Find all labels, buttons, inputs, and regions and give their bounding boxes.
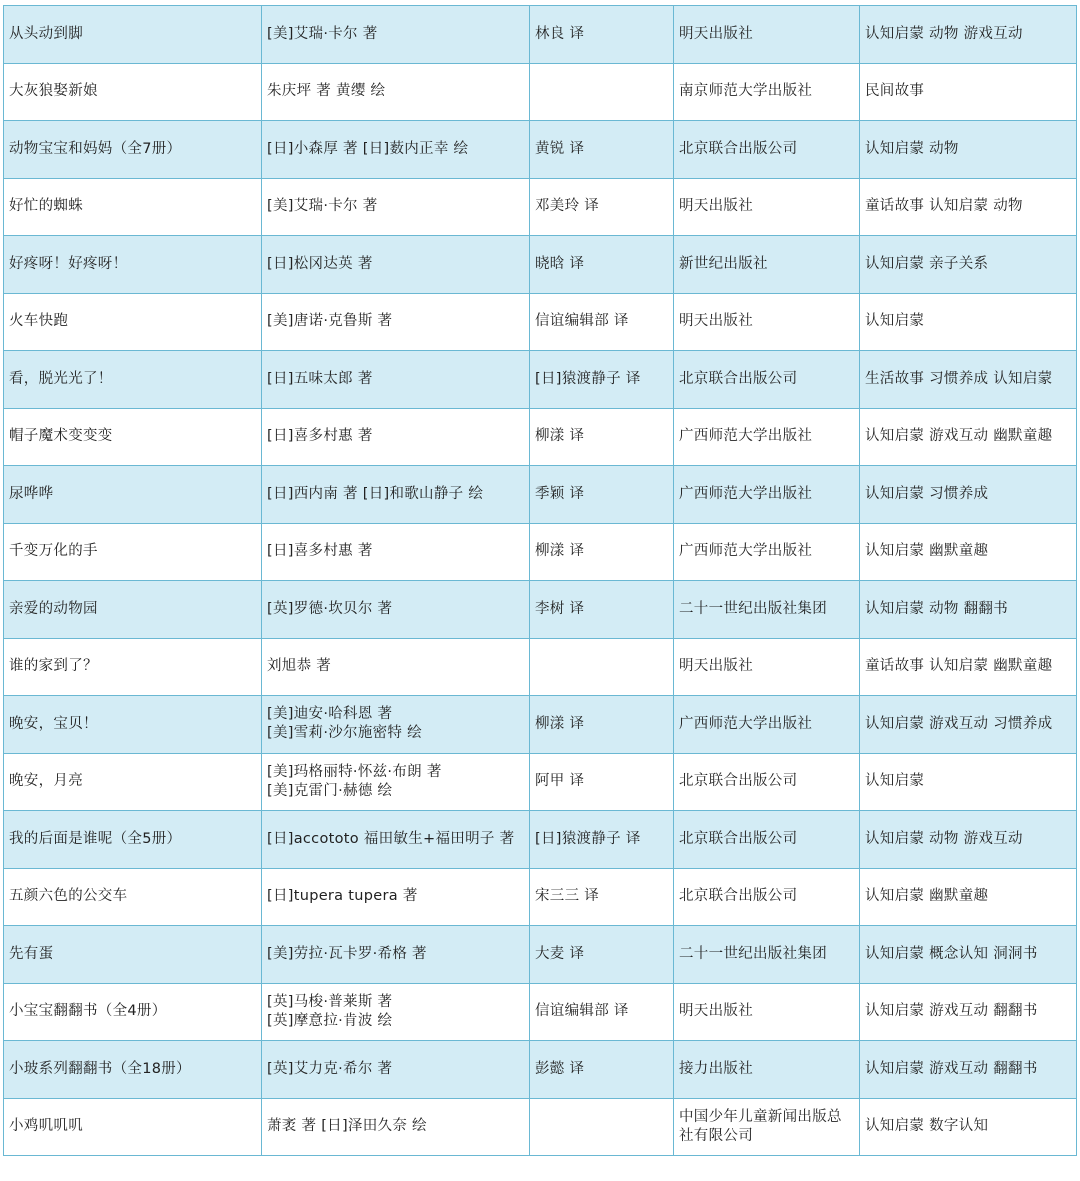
book-title-cell [4, 811, 262, 869]
translator-cell [530, 638, 674, 696]
book-title-text: 先有蛋 [9, 945, 54, 962]
book-title-cell [4, 753, 262, 811]
translator-text: 晓晗 译 [535, 255, 585, 272]
table-row [4, 178, 1077, 236]
publisher-line: 北京联合出版公司 [679, 773, 798, 790]
translator-cell [530, 523, 674, 581]
book-title-text: 亲爱的动物园 [9, 600, 98, 617]
tags-cell [860, 983, 1077, 1041]
publisher-line: 明天出版社 [679, 198, 753, 215]
book-title-cell [4, 293, 262, 351]
publisher-cell [674, 1041, 860, 1099]
book-title-text: 我的后面是谁呢（全5册） [9, 830, 182, 847]
translator-text: 李树 译 [535, 600, 585, 617]
tags-cell [860, 466, 1077, 524]
author-cell [262, 926, 530, 984]
tags-cell [860, 1098, 1077, 1156]
translator-cell [530, 408, 674, 466]
book-title-cell [4, 351, 262, 409]
translator-text: 大麦 译 [535, 945, 585, 962]
book-title-cell [4, 1098, 262, 1156]
book-title-text: 尿哗哗 [9, 485, 54, 502]
publisher-line: 二十一世纪出版社集团 [679, 600, 827, 617]
translator-cell [530, 868, 674, 926]
publisher-line: 明天出版社 [679, 658, 753, 675]
publisher-cell [674, 983, 860, 1041]
publisher-line: 中国少年儿童新闻出版总 [679, 1108, 842, 1125]
book-title-text: 帽子魔术变变变 [9, 428, 113, 445]
book-title-cell [4, 121, 262, 179]
translator-text: 季颖 译 [535, 485, 585, 502]
tags-cell [860, 696, 1077, 754]
tags-cell [860, 1041, 1077, 1099]
publisher-line: 接力出版社 [679, 1060, 753, 1077]
publisher-cell [674, 581, 860, 639]
author-line: [美]雪莉·沙尔施密特 绘 [267, 725, 422, 742]
author-cell [262, 63, 530, 121]
book-title-cell [4, 983, 262, 1041]
author-line: [美]玛格丽特·怀兹·布朗 著 [267, 763, 442, 780]
publisher-line: 北京联合出版公司 [679, 888, 798, 905]
translator-cell [530, 121, 674, 179]
author-line: [日]西内南 著 [日]和歌山静子 绘 [267, 485, 484, 502]
book-title-text: 晚安，宝贝！ [9, 715, 98, 732]
tags-text: 认知启蒙 亲子关系 [865, 255, 989, 272]
publisher-line: 南京师范大学出版社 [679, 83, 813, 100]
author-cell [262, 581, 530, 639]
tags-text: 认知启蒙 动物 游戏互动 [865, 25, 1023, 42]
author-cell [262, 6, 530, 64]
book-title-cell [4, 63, 262, 121]
book-title-text: 好疼呀！好疼呀！ [9, 255, 128, 272]
translator-cell [530, 178, 674, 236]
publisher-line: 广西师范大学出版社 [679, 543, 813, 560]
author-line: [英]罗德·坎贝尔 著 [267, 600, 393, 617]
table-row [4, 811, 1077, 869]
tags-text: 认知启蒙 [865, 773, 925, 790]
table-row [4, 868, 1077, 926]
translator-text: 宋三三 译 [535, 888, 600, 905]
tags-text: 认知启蒙 动物 [865, 140, 959, 157]
author-line: [日]五味太郎 著 [267, 370, 373, 387]
book-title-text: 动物宝宝和妈妈（全7册） [9, 140, 182, 157]
translator-text: [日]猿渡静子 译 [535, 830, 641, 847]
book-title-cell [4, 1041, 262, 1099]
table-row [4, 696, 1077, 754]
translator-cell [530, 63, 674, 121]
publisher-cell [674, 696, 860, 754]
translator-cell [530, 811, 674, 869]
tags-text: 认知启蒙 [865, 313, 925, 330]
tags-text: 认知启蒙 动物 游戏互动 [865, 830, 1023, 847]
table-row [4, 753, 1077, 811]
tags-cell [860, 753, 1077, 811]
book-title-text: 晚安，月亮 [9, 773, 83, 790]
author-line: [英]摩意拉·肯波 绘 [267, 1012, 393, 1029]
translator-text: 彭懿 译 [535, 1060, 585, 1077]
tags-cell [860, 926, 1077, 984]
publisher-cell [674, 236, 860, 294]
translator-text: 邓美玲 译 [535, 198, 600, 215]
publisher-line: 北京联合出版公司 [679, 370, 798, 387]
table-row [4, 581, 1077, 639]
author-cell [262, 121, 530, 179]
publisher-cell [674, 868, 860, 926]
translator-cell [530, 983, 674, 1041]
book-title-cell [4, 523, 262, 581]
publisher-line: 明天出版社 [679, 313, 753, 330]
author-cell [262, 696, 530, 754]
author-cell [262, 1098, 530, 1156]
book-title-cell [4, 236, 262, 294]
publisher-cell [674, 638, 860, 696]
author-line: [美]劳拉·瓦卡罗·希格 著 [267, 945, 427, 962]
tags-text: 认知启蒙 游戏互动 翻翻书 [865, 1060, 1038, 1077]
publisher-line: 广西师范大学出版社 [679, 485, 813, 502]
translator-text: 柳漾 译 [535, 428, 585, 445]
tags-text: 认知启蒙 游戏互动 翻翻书 [865, 1003, 1038, 1020]
publisher-line: 二十一世纪出版社集团 [679, 945, 827, 962]
table-row [4, 63, 1077, 121]
author-cell [262, 868, 530, 926]
book-title-text: 五颜六色的公交车 [9, 888, 128, 905]
publisher-cell [674, 811, 860, 869]
tags-text: 认知启蒙 游戏互动 幽默童趣 [865, 428, 1053, 445]
book-title-cell [4, 638, 262, 696]
book-title-text: 好忙的蜘蛛 [9, 198, 83, 215]
author-line: [美]唐诺·克鲁斯 著 [267, 313, 393, 330]
table-row [4, 6, 1077, 64]
author-cell [262, 753, 530, 811]
book-list-body [4, 6, 1077, 1156]
book-list-table [3, 5, 1077, 1156]
tags-cell [860, 408, 1077, 466]
tags-text: 认知启蒙 游戏互动 习惯养成 [865, 715, 1053, 732]
table-row [4, 523, 1077, 581]
translator-text: 信谊编辑部 译 [535, 1003, 629, 1020]
tags-text: 生活故事 习惯养成 认知启蒙 [865, 370, 1053, 387]
tags-text: 童话故事 认知启蒙 动物 [865, 198, 1023, 215]
author-cell [262, 811, 530, 869]
publisher-line: 广西师范大学出版社 [679, 715, 813, 732]
author-line: [日]tupera tupera 著 [267, 888, 418, 905]
translator-cell [530, 1041, 674, 1099]
tags-cell [860, 6, 1077, 64]
author-cell [262, 293, 530, 351]
author-cell [262, 178, 530, 236]
translator-cell [530, 293, 674, 351]
book-title-cell [4, 408, 262, 466]
translator-text: [日]猿渡静子 译 [535, 370, 641, 387]
publisher-line: 明天出版社 [679, 1003, 753, 1020]
tags-text: 认知启蒙 概念认知 洞洞书 [865, 945, 1038, 962]
translator-text: 阿甲 译 [535, 773, 585, 790]
tags-cell [860, 581, 1077, 639]
book-title-cell [4, 926, 262, 984]
author-cell [262, 466, 530, 524]
tags-text: 童话故事 认知启蒙 幽默童趣 [865, 658, 1053, 675]
author-line: [日]accototo 福田敏生+福田明子 著 [267, 830, 515, 847]
table-row [4, 1041, 1077, 1099]
tags-text: 认知启蒙 动物 翻翻书 [865, 600, 1009, 617]
table-row [4, 351, 1077, 409]
publisher-cell [674, 926, 860, 984]
book-title-cell [4, 178, 262, 236]
publisher-cell [674, 466, 860, 524]
translator-cell [530, 236, 674, 294]
author-line: [日]松冈达英 著 [267, 255, 373, 272]
book-title-text: 千变万化的手 [9, 543, 98, 560]
publisher-line: 广西师范大学出版社 [679, 428, 813, 445]
book-title-text: 小宝宝翻翻书（全4册） [9, 1003, 167, 1020]
translator-cell [530, 581, 674, 639]
translator-cell [530, 466, 674, 524]
tags-text: 认知启蒙 数字认知 [865, 1118, 989, 1135]
author-cell [262, 638, 530, 696]
author-cell [262, 983, 530, 1041]
author-line: [日]小森厚 著 [日]薮内正幸 绘 [267, 140, 469, 157]
tags-cell [860, 63, 1077, 121]
tags-text: 民间故事 [865, 83, 925, 100]
publisher-cell [674, 6, 860, 64]
publisher-line: 明天出版社 [679, 25, 753, 42]
author-line: [日]喜多村惠 著 [267, 428, 373, 445]
author-cell [262, 351, 530, 409]
author-line: [日]喜多村惠 著 [267, 543, 373, 560]
book-title-text: 从头动到脚 [9, 25, 83, 42]
book-title-cell [4, 466, 262, 524]
table-row [4, 466, 1077, 524]
publisher-cell [674, 293, 860, 351]
tags-cell [860, 868, 1077, 926]
author-line: 刘旭恭 著 [267, 658, 332, 675]
translator-cell [530, 926, 674, 984]
translator-cell [530, 696, 674, 754]
table-row [4, 1098, 1077, 1156]
translator-text: 信谊编辑部 译 [535, 313, 629, 330]
book-title-text: 谁的家到了？ [9, 658, 98, 675]
translator-text: 柳漾 译 [535, 543, 585, 560]
book-title-cell [4, 6, 262, 64]
publisher-cell [674, 1098, 860, 1156]
translator-cell [530, 1098, 674, 1156]
table-row [4, 638, 1077, 696]
table-row [4, 236, 1077, 294]
book-title-cell [4, 696, 262, 754]
tags-cell [860, 523, 1077, 581]
book-title-text: 小玻系列翻翻书（全18册） [9, 1060, 191, 1077]
author-cell [262, 236, 530, 294]
translator-text: 林良 译 [535, 25, 585, 42]
tags-cell [860, 178, 1077, 236]
translator-cell [530, 753, 674, 811]
publisher-line: 北京联合出版公司 [679, 140, 798, 157]
tags-text: 认知启蒙 幽默童趣 [865, 888, 989, 905]
publisher-cell [674, 408, 860, 466]
book-title-text: 大灰狼娶新娘 [9, 83, 98, 100]
table-row [4, 121, 1077, 179]
publisher-cell [674, 178, 860, 236]
translator-text: 柳漾 译 [535, 715, 585, 732]
author-cell [262, 408, 530, 466]
book-title-cell [4, 581, 262, 639]
author-line: [英]马梭·普莱斯 著 [267, 993, 393, 1010]
tags-cell [860, 121, 1077, 179]
author-line: 萧袤 著 [日]泽田久奈 绘 [267, 1118, 427, 1135]
table-row [4, 926, 1077, 984]
publisher-line: 新世纪出版社 [679, 255, 768, 272]
author-line: [美]艾瑞·卡尔 著 [267, 198, 378, 215]
publisher-cell [674, 121, 860, 179]
author-cell [262, 1041, 530, 1099]
translator-cell [530, 6, 674, 64]
publisher-cell [674, 351, 860, 409]
tags-text: 认知启蒙 幽默童趣 [865, 543, 989, 560]
tags-cell [860, 293, 1077, 351]
author-line: [英]艾力克·希尔 著 [267, 1060, 393, 1077]
book-title-text: 小鸡叽叽叽 [9, 1118, 83, 1135]
translator-cell [530, 351, 674, 409]
author-line: 朱庆坪 著 黄缨 绘 [267, 83, 386, 100]
author-line: [美]艾瑞·卡尔 著 [267, 25, 378, 42]
table-row [4, 983, 1077, 1041]
tags-cell [860, 236, 1077, 294]
author-cell [262, 523, 530, 581]
author-line: [美]迪安·哈科恩 著 [267, 706, 393, 723]
author-line: [美]克雷门·赫德 绘 [267, 782, 393, 799]
translator-text: 黄锐 译 [535, 140, 585, 157]
publisher-cell [674, 63, 860, 121]
publisher-cell [674, 753, 860, 811]
publisher-cell [674, 523, 860, 581]
publisher-line: 社有限公司 [679, 1127, 753, 1144]
book-title-cell [4, 868, 262, 926]
tags-cell [860, 638, 1077, 696]
tags-text: 认知启蒙 习惯养成 [865, 485, 989, 502]
table-row [4, 293, 1077, 351]
publisher-line: 北京联合出版公司 [679, 830, 798, 847]
table-row [4, 408, 1077, 466]
book-title-text: 看，脱光光了！ [9, 370, 113, 387]
tags-cell [860, 811, 1077, 869]
book-title-text: 火车快跑 [9, 313, 69, 330]
tags-cell [860, 351, 1077, 409]
